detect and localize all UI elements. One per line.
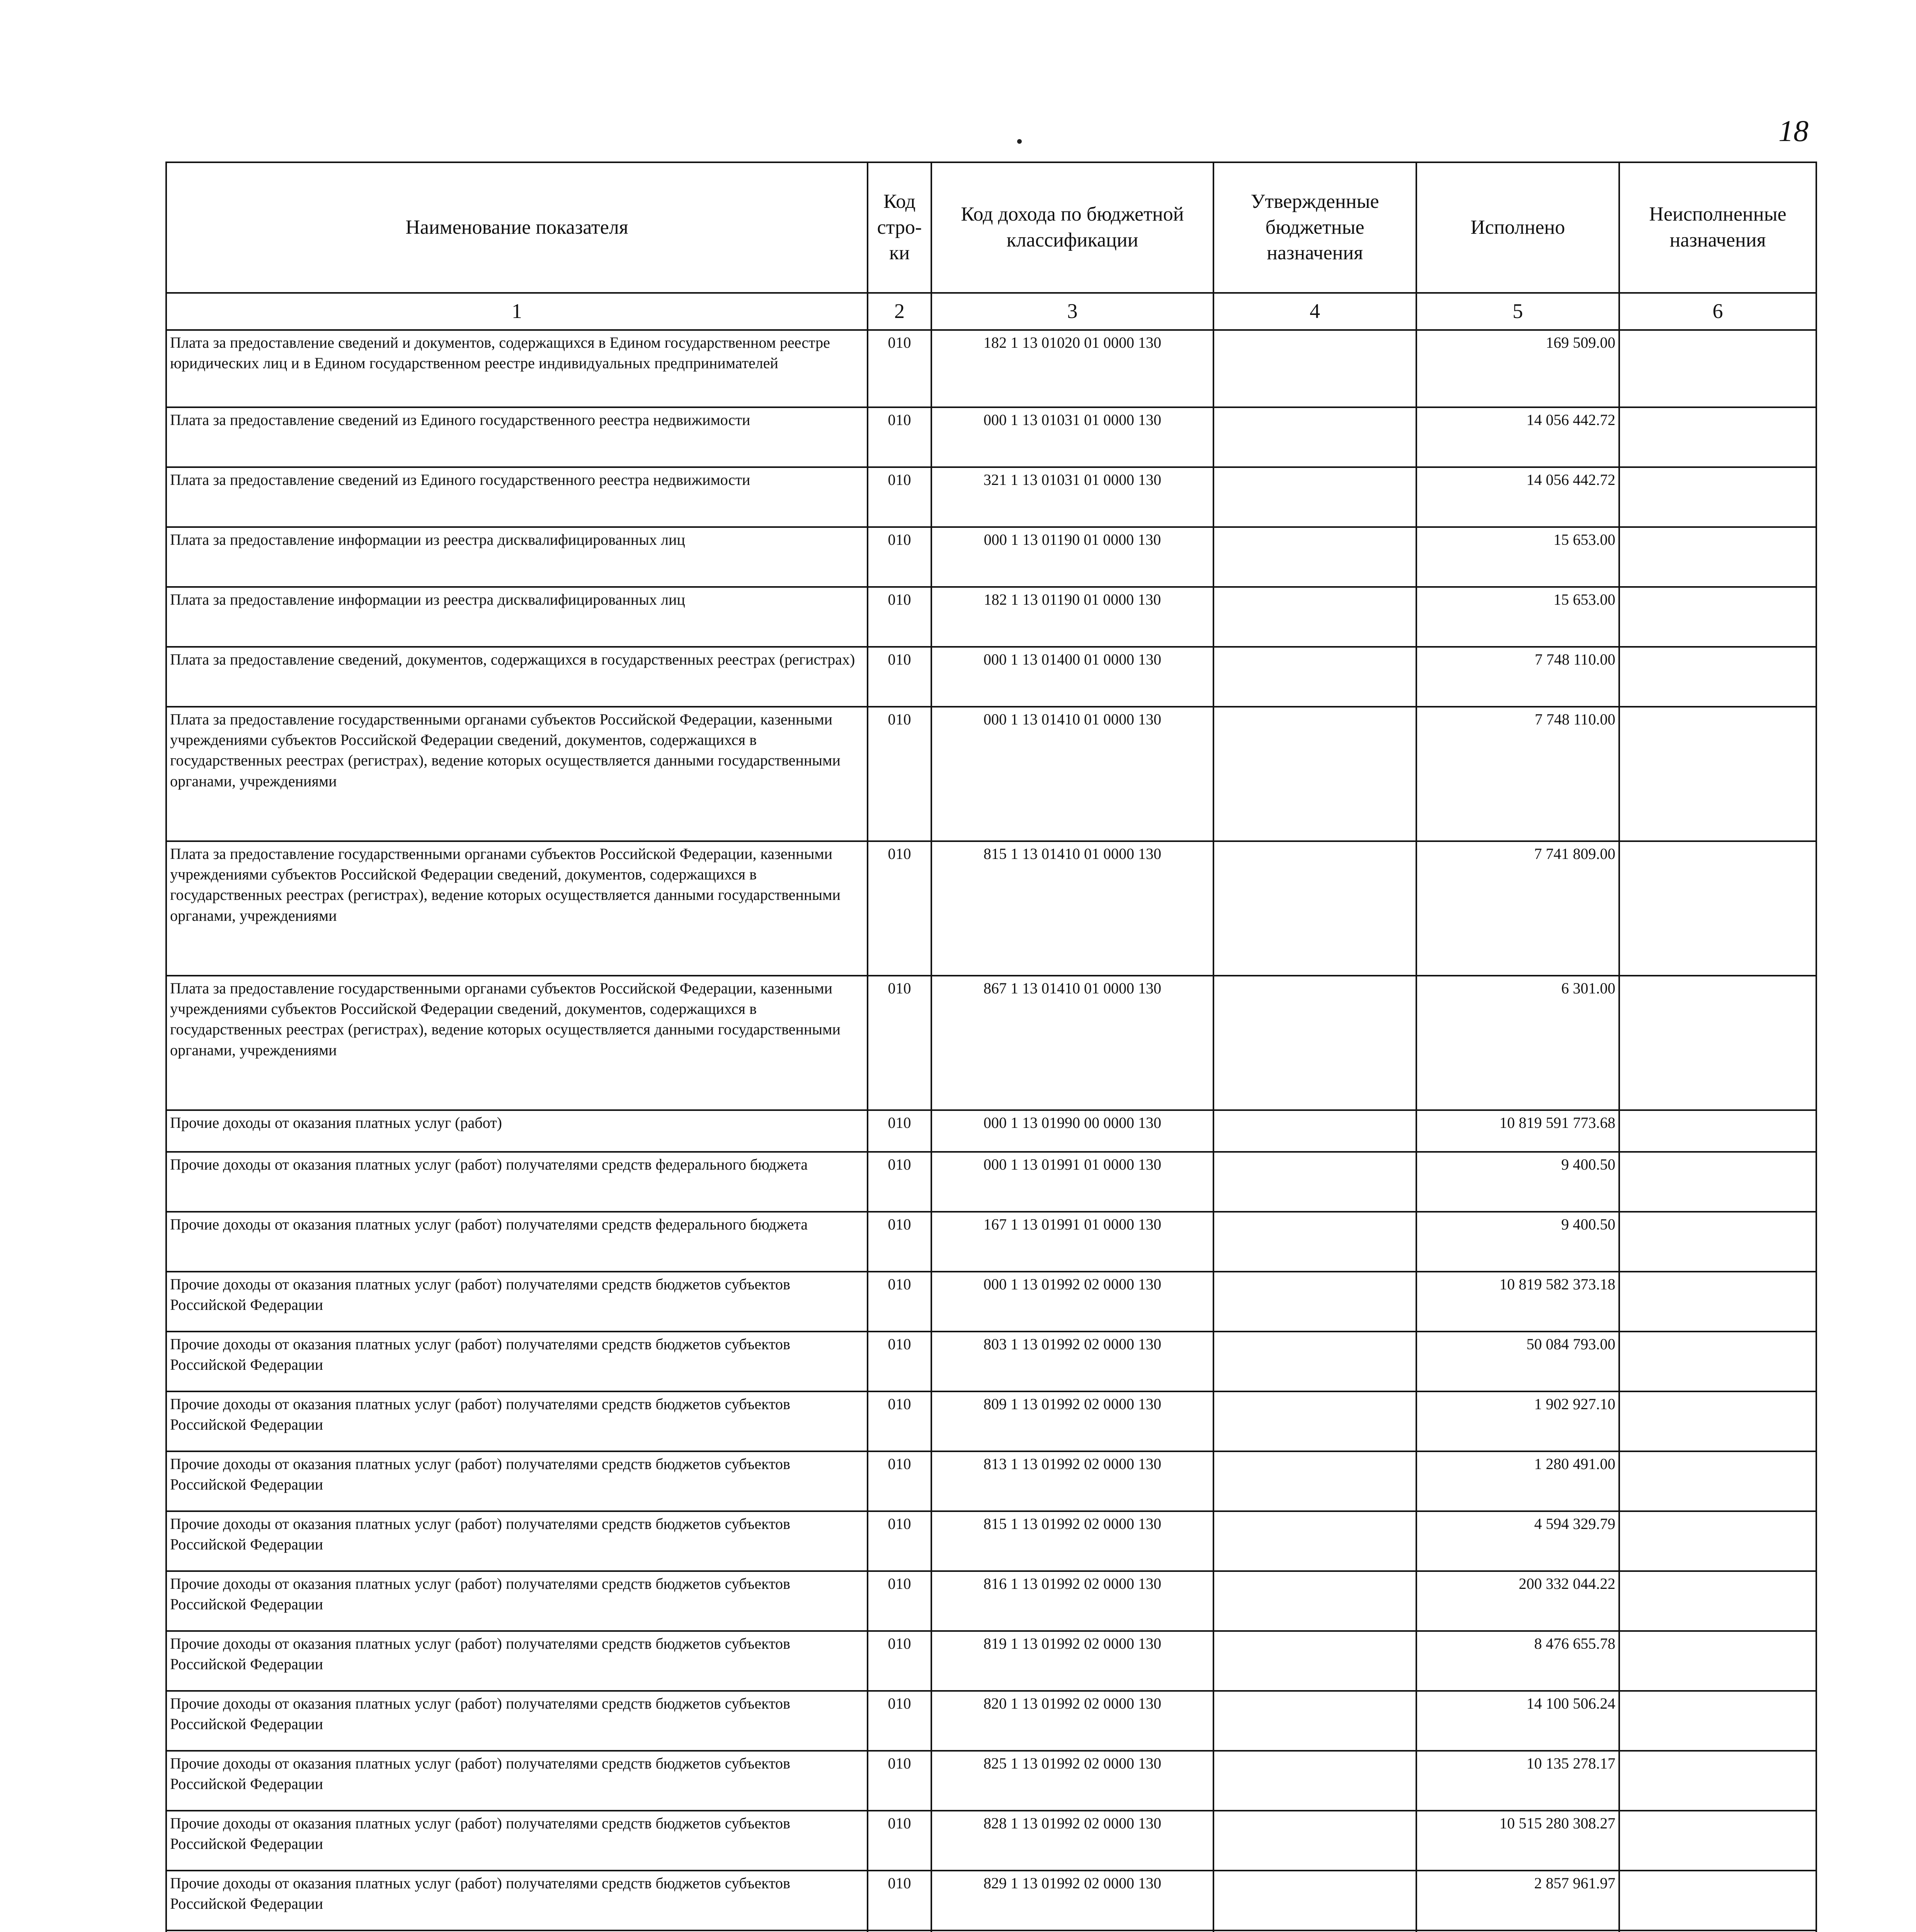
table-row: [166, 1212, 1816, 1272]
indicator-name-cell: Прочие доходы от оказания платных услуг (работ): [166, 1110, 868, 1152]
line-code-cell: 010: [868, 330, 931, 407]
table-body: [166, 330, 1816, 1932]
table-row: [166, 1871, 1816, 1930]
table-row: [166, 1631, 1816, 1691]
indicator-name-cell: Прочие доходы от оказания платных услуг (работ) получателями средств бюджетов субъектов Российской Федерации: [166, 1571, 868, 1631]
scan-dot-mark: [1017, 139, 1022, 144]
line-code-cell: 010: [868, 976, 931, 1110]
budget-code-cell: 825 1 13 01992 02 0000 130: [931, 1751, 1213, 1811]
approved-amount-cell: [1213, 1631, 1416, 1691]
executed-amount-cell: [1416, 1930, 1619, 1932]
budget-code-cell: 819 1 13 01992 02 0000 130: [931, 1631, 1213, 1691]
column-number-row: [166, 293, 1816, 330]
budget-code-cell: 167 1 13 01991 01 0000 130: [931, 1212, 1213, 1272]
unexecuted-amount-cell: [1619, 1511, 1816, 1571]
executed-amount-cell: 7 741 809.00: [1416, 841, 1619, 976]
indicator-name-cell: [166, 1930, 868, 1932]
budget-code-cell: 000 1 13 01991 01 0000 130: [931, 1152, 1213, 1212]
indicator-name-cell: Прочие доходы от оказания платных услуг (работ) получателями средств федерального бюджета: [166, 1212, 868, 1272]
executed-amount-cell: 10 819 582 373.18: [1416, 1272, 1619, 1332]
indicator-name-cell: Прочие доходы от оказания платных услуг (работ) получателями средств бюджетов субъектов Российской Федерации: [166, 1871, 868, 1930]
line-code-cell: 010: [868, 1451, 931, 1511]
table-row: [166, 1930, 1816, 1932]
header-line-code: Код стро-ки: [868, 162, 931, 293]
budget-code-cell: 815 1 13 01992 02 0000 130: [931, 1511, 1213, 1571]
table-row: [166, 527, 1816, 587]
indicator-name-cell: Плата за предоставление государственными органами субъектов Российской Федерации, казенными учреждениями субъектов Российской Федерации сведений, документов, содержащихся в государственных реестрах (регистрах), ведение которых осуществляется данными государственными органами, учреждениями: [166, 976, 868, 1110]
indicator-name-cell: Плата за предоставление информации из реестра дисквалифицированных лиц: [166, 587, 868, 647]
budget-code-cell: 803 1 13 01992 02 0000 130: [931, 1332, 1213, 1391]
approved-amount-cell: [1213, 1751, 1416, 1811]
approved-amount-cell: [1213, 1451, 1416, 1511]
unexecuted-amount-cell: [1619, 1811, 1816, 1871]
column-number: 4: [1213, 293, 1416, 330]
approved-amount-cell: [1213, 330, 1416, 407]
budget-code-cell: [931, 1930, 1213, 1932]
unexecuted-amount-cell: [1619, 707, 1816, 841]
table-row: [166, 841, 1816, 976]
table-row: [166, 1332, 1816, 1391]
executed-amount-cell: 169 509.00: [1416, 330, 1619, 407]
header-row: [166, 162, 1816, 293]
table-row: [166, 1691, 1816, 1751]
column-number: 6: [1619, 293, 1816, 330]
indicator-name-cell: Прочие доходы от оказания платных услуг (работ) получателями средств федерального бюджета: [166, 1152, 868, 1212]
approved-amount-cell: [1213, 1571, 1416, 1631]
line-code-cell: 010: [868, 1631, 931, 1691]
line-code-cell: 010: [868, 1511, 931, 1571]
table-row: [166, 1272, 1816, 1332]
table-header: [166, 162, 1816, 330]
approved-amount-cell: [1213, 1811, 1416, 1871]
executed-amount-cell: 1 280 491.00: [1416, 1451, 1619, 1511]
indicator-name-cell: Прочие доходы от оказания платных услуг (работ) получателями средств бюджетов субъектов Российской Федерации: [166, 1272, 868, 1332]
indicator-name-cell: Плата за предоставление сведений и документов, содержащихся в Едином государственном реестре юридических лиц и в Едином государственном реестре индивидуальных предпринимателей: [166, 330, 868, 407]
approved-amount-cell: [1213, 1272, 1416, 1332]
executed-amount-cell: 9 400.50: [1416, 1212, 1619, 1272]
executed-amount-cell: 9 400.50: [1416, 1152, 1619, 1212]
budget-code-cell: 000 1 13 01990 00 0000 130: [931, 1110, 1213, 1152]
unexecuted-amount-cell: [1619, 1930, 1816, 1932]
approved-amount-cell: [1213, 1110, 1416, 1152]
header-approved-assignments: Утвержденные бюджетные назначения: [1213, 162, 1416, 293]
table-row: [166, 1751, 1816, 1811]
line-code-cell: 010: [868, 1272, 931, 1332]
indicator-name-cell: Плата за предоставление сведений из Единого государственного реестра недвижимости: [166, 407, 868, 467]
unexecuted-amount-cell: [1619, 467, 1816, 527]
table-row: [166, 1511, 1816, 1571]
unexecuted-amount-cell: [1619, 1751, 1816, 1811]
unexecuted-amount-cell: [1619, 527, 1816, 587]
budget-code-cell: 815 1 13 01410 01 0000 130: [931, 841, 1213, 976]
unexecuted-amount-cell: [1619, 1152, 1816, 1212]
line-code-cell: 010: [868, 1212, 931, 1272]
table-row: [166, 407, 1816, 467]
executed-amount-cell: 6 301.00: [1416, 976, 1619, 1110]
indicator-name-cell: Прочие доходы от оказания платных услуг (работ) получателями средств бюджетов субъектов Российской Федерации: [166, 1811, 868, 1871]
unexecuted-amount-cell: [1619, 1571, 1816, 1631]
executed-amount-cell: 2 857 961.97: [1416, 1871, 1619, 1930]
executed-amount-cell: 1 902 927.10: [1416, 1391, 1619, 1451]
table-row: [166, 330, 1816, 407]
approved-amount-cell: [1213, 1871, 1416, 1930]
line-code-cell: 010: [868, 1391, 931, 1451]
budget-code-cell: 000 1 13 01400 01 0000 130: [931, 647, 1213, 707]
executed-amount-cell: 10 819 591 773.68: [1416, 1110, 1619, 1152]
indicator-name-cell: Прочие доходы от оказания платных услуг (работ) получателями средств бюджетов субъектов Российской Федерации: [166, 1751, 868, 1811]
indicator-name-cell: Плата за предоставление сведений, документов, содержащихся в государственных реестрах (регистрах): [166, 647, 868, 707]
approved-amount-cell: [1213, 707, 1416, 841]
header-executed: Исполнено: [1416, 162, 1619, 293]
unexecuted-amount-cell: [1619, 1391, 1816, 1451]
approved-amount-cell: [1213, 1391, 1416, 1451]
budget-code-cell: 828 1 13 01992 02 0000 130: [931, 1811, 1213, 1871]
indicator-name-cell: Прочие доходы от оказания платных услуг (работ) получателями средств бюджетов субъектов Российской Федерации: [166, 1631, 868, 1691]
unexecuted-amount-cell: [1619, 1691, 1816, 1751]
header-unexecuted-assignments: Неисполненные назначения: [1619, 162, 1816, 293]
executed-amount-cell: 14 056 442.72: [1416, 467, 1619, 527]
indicator-name-cell: Плата за предоставление государственными органами субъектов Российской Федерации, казенными учреждениями субъектов Российской Федерации сведений, документов, содержащихся в государственных реестрах (регистрах), ведение которых осуществляется данными государственными органами, учреждениями: [166, 707, 868, 841]
column-number: 1: [166, 293, 868, 330]
budget-code-cell: 813 1 13 01992 02 0000 130: [931, 1451, 1213, 1511]
table-row: [166, 587, 1816, 647]
budget-code-cell: 820 1 13 01992 02 0000 130: [931, 1691, 1213, 1751]
table-row: [166, 647, 1816, 707]
unexecuted-amount-cell: [1619, 647, 1816, 707]
unexecuted-amount-cell: [1619, 1871, 1816, 1930]
approved-amount-cell: [1213, 1511, 1416, 1571]
executed-amount-cell: 10 515 280 308.27: [1416, 1811, 1619, 1871]
table-row: [166, 707, 1816, 841]
executed-amount-cell: 50 084 793.00: [1416, 1332, 1619, 1391]
approved-amount-cell: [1213, 841, 1416, 976]
revenue-report-table: [165, 162, 1817, 1932]
budget-code-cell: 000 1 13 01992 02 0000 130: [931, 1272, 1213, 1332]
table-row: [166, 1571, 1816, 1631]
approved-amount-cell: [1213, 1930, 1416, 1932]
line-code-cell: 010: [868, 467, 931, 527]
table-row: [166, 467, 1816, 527]
budget-code-cell: 321 1 13 01031 01 0000 130: [931, 467, 1213, 527]
executed-amount-cell: 7 748 110.00: [1416, 707, 1619, 841]
budget-code-cell: 182 1 13 01190 01 0000 130: [931, 587, 1213, 647]
line-code-cell: 010: [868, 527, 931, 587]
indicator-name-cell: Прочие доходы от оказания платных услуг (работ) получателями средств бюджетов субъектов Российской Федерации: [166, 1691, 868, 1751]
line-code-cell: 010: [868, 647, 931, 707]
column-number: 2: [868, 293, 931, 330]
budget-code-cell: 182 1 13 01020 01 0000 130: [931, 330, 1213, 407]
line-code-cell: 010: [868, 707, 931, 841]
table-row: [166, 1391, 1816, 1451]
line-code-cell: 010: [868, 587, 931, 647]
executed-amount-cell: 10 135 278.17: [1416, 1751, 1619, 1811]
header-indicator-name: Наименование показателя: [166, 162, 868, 293]
line-code-cell: 010: [868, 1691, 931, 1751]
line-code-cell: 010: [868, 1871, 931, 1930]
line-code-cell: 010: [868, 841, 931, 976]
budget-code-cell: 867 1 13 01410 01 0000 130: [931, 976, 1213, 1110]
table-row: [166, 1451, 1816, 1511]
executed-amount-cell: 15 653.00: [1416, 527, 1619, 587]
budget-code-cell: 816 1 13 01992 02 0000 130: [931, 1571, 1213, 1631]
executed-amount-cell: 14 056 442.72: [1416, 407, 1619, 467]
line-code-cell: [868, 1930, 931, 1932]
executed-amount-cell: 15 653.00: [1416, 587, 1619, 647]
line-code-cell: 010: [868, 1811, 931, 1871]
indicator-name-cell: Прочие доходы от оказания платных услуг (работ) получателями средств бюджетов субъектов Российской Федерации: [166, 1511, 868, 1571]
line-code-cell: 010: [868, 1332, 931, 1391]
approved-amount-cell: [1213, 1212, 1416, 1272]
unexecuted-amount-cell: [1619, 330, 1816, 407]
unexecuted-amount-cell: [1619, 841, 1816, 976]
budget-code-cell: 829 1 13 01992 02 0000 130: [931, 1871, 1213, 1930]
line-code-cell: 010: [868, 1152, 931, 1212]
executed-amount-cell: 200 332 044.22: [1416, 1571, 1619, 1631]
approved-amount-cell: [1213, 1691, 1416, 1751]
unexecuted-amount-cell: [1619, 1212, 1816, 1272]
approved-amount-cell: [1213, 587, 1416, 647]
approved-amount-cell: [1213, 647, 1416, 707]
page-number: 18: [1778, 114, 1809, 148]
indicator-name-cell: Прочие доходы от оказания платных услуг (работ) получателями средств бюджетов субъектов Российской Федерации: [166, 1391, 868, 1451]
indicator-name-cell: Плата за предоставление информации из реестра дисквалифицированных лиц: [166, 527, 868, 587]
approved-amount-cell: [1213, 976, 1416, 1110]
line-code-cell: 010: [868, 1751, 931, 1811]
approved-amount-cell: [1213, 467, 1416, 527]
unexecuted-amount-cell: [1619, 1332, 1816, 1391]
unexecuted-amount-cell: [1619, 976, 1816, 1110]
unexecuted-amount-cell: [1619, 1451, 1816, 1511]
approved-amount-cell: [1213, 527, 1416, 587]
column-number: 5: [1416, 293, 1619, 330]
executed-amount-cell: 8 476 655.78: [1416, 1631, 1619, 1691]
executed-amount-cell: 7 748 110.00: [1416, 647, 1619, 707]
table-row: [166, 1811, 1816, 1871]
approved-amount-cell: [1213, 407, 1416, 467]
line-code-cell: 010: [868, 1571, 931, 1631]
unexecuted-amount-cell: [1619, 407, 1816, 467]
budget-code-cell: 809 1 13 01992 02 0000 130: [931, 1391, 1213, 1451]
unexecuted-amount-cell: [1619, 1110, 1816, 1152]
column-number: 3: [931, 293, 1213, 330]
indicator-name-cell: Плата за предоставление сведений из Единого государственного реестра недвижимости: [166, 467, 868, 527]
indicator-name-cell: Плата за предоставление государственными органами субъектов Российской Федерации, казенными учреждениями субъектов Российской Федерации сведений, документов, содержащихся в государственных реестрах (регистрах), ведение которых осуществляется данными государственными органами, учреждениями: [166, 841, 868, 976]
unexecuted-amount-cell: [1619, 1272, 1816, 1332]
budget-code-cell: 000 1 13 01031 01 0000 130: [931, 407, 1213, 467]
table-row: [166, 1152, 1816, 1212]
executed-amount-cell: 4 594 329.79: [1416, 1511, 1619, 1571]
indicator-name-cell: Прочие доходы от оказания платных услуг (работ) получателями средств бюджетов субъектов Российской Федерации: [166, 1451, 868, 1511]
header-budget-classification-code: Код дохода по бюджетной классификации: [931, 162, 1213, 293]
budget-code-cell: 000 1 13 01190 01 0000 130: [931, 527, 1213, 587]
table-row: [166, 1110, 1816, 1152]
executed-amount-cell: 14 100 506.24: [1416, 1691, 1619, 1751]
unexecuted-amount-cell: [1619, 587, 1816, 647]
approved-amount-cell: [1213, 1152, 1416, 1212]
line-code-cell: 010: [868, 407, 931, 467]
indicator-name-cell: Прочие доходы от оказания платных услуг (работ) получателями средств бюджетов субъектов Российской Федерации: [166, 1332, 868, 1391]
table-row: [166, 976, 1816, 1110]
budget-code-cell: 000 1 13 01410 01 0000 130: [931, 707, 1213, 841]
unexecuted-amount-cell: [1619, 1631, 1816, 1691]
approved-amount-cell: [1213, 1332, 1416, 1391]
line-code-cell: 010: [868, 1110, 931, 1152]
